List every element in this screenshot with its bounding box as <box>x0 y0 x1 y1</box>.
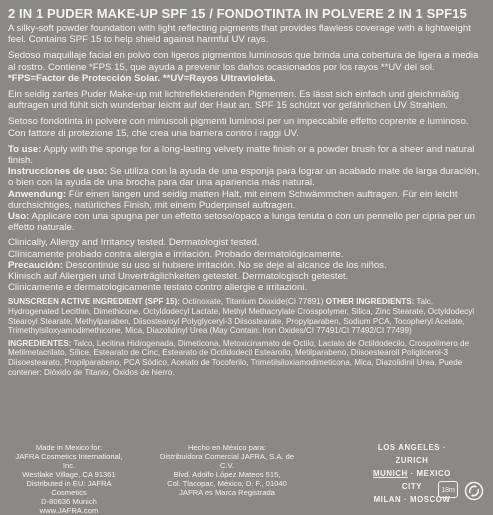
usage-de <box>8 189 485 211</box>
usage-it-label: Uso: <box>8 211 30 223</box>
made-line: Made in Mexico for: <box>35 443 103 452</box>
usage-en-label: To use: <box>8 143 42 155</box>
tested-it: Clinicamente e dermatologicamente testato contro allergie e irritazioni. <box>8 282 308 294</box>
usage-en-text: Apply with the sponge for a long-lasting velvety matte finish or a powder brush for a sheer and natural finish. <box>8 143 475 167</box>
other-ingredients-label: OTHER INGREDIENTS: <box>325 297 415 307</box>
usage-it-text: Applicare con una spugna per un effetto setoso/opaco a lunga tenuta o con un pennello per cipria per un effetto naturale. <box>8 211 476 234</box>
hecho-line: Col. Tlacopac, México, D. F., 01040 <box>167 479 287 488</box>
ingredients-en <box>8 297 485 335</box>
sunscreen-text: Octinoxate, Titanium Dioxide(CI 77891) <box>179 297 326 307</box>
caution-text: Descontinúe su uso si hubiere irritación. No se deje al alcance de los niños. <box>62 259 387 271</box>
es-intro-note: *FPS=Factor de Protección Solar. **UV=Rayos Ultravioleta. <box>8 72 276 84</box>
cities-line-rest: · MEXICO CITY <box>401 469 451 491</box>
made-in-mexico-block <box>14 443 124 515</box>
caution-label: Precaución: <box>8 259 63 271</box>
usage-es-text: Se utiliza con la ayuda de una esponja para lograr un acabado mate de larga duración, o bien con la ayuda de una brocha para dar una apariencia más natural. <box>8 166 480 189</box>
tested-en: Clinically, Allergy and Irritancy tested. Dermatologist tested. <box>8 237 260 249</box>
tested-es: Clínicamente probado contra alergia e irritación. Probado dermatológicamente. <box>8 248 344 260</box>
hecho-line: JAFRA es Marca Registrada <box>179 488 275 497</box>
made-line: D-80636 Munich <box>41 497 97 506</box>
cities-line: MILAN · MOSCOW <box>373 495 451 504</box>
other-ingredients-text: Talc, Hydrogenated Lecithin, Dimethicone, Octyldodecyl Lactate, Methyl Methacrylate Crosspolymer, Silica, Zinc Stearate, Octyldodecyl Stearoyl Stearate, Methylparaben, Diisostearoyl Polyglyceryl-3 Diisostearate, Propylparaben, Sodium PCA, Tocopheryl Acetate, Trimethylsiloxyamodimethicone, Mica, Diazolidinyl Urea (May Contain: Iron Oxides/CI 77491/CI 77492/CI 77499) <box>8 297 475 336</box>
usage-es <box>8 166 485 188</box>
es-intro-main: Sedoso maquillaje facial en polvo con ligeros pigmentos luminosos que brinda una cobertura de ligera a media al rostro. Contiene *FPS 15, que ayuda a prevenir los daños ocasionados por los rayos **UV del sol. <box>8 50 479 73</box>
es-intro <box>8 50 485 84</box>
symbols <box>438 481 484 501</box>
hecho-en-mexico-block <box>152 443 302 497</box>
cities-line: LOS ANGELES · ZURICH <box>377 443 447 465</box>
usage-de-label: Anwendung: <box>8 188 67 200</box>
recycle-icon <box>464 481 484 501</box>
usage-instructions <box>8 144 485 234</box>
made-line: JAFRA Cosmetics International, Inc. <box>15 452 123 470</box>
hecho-line: Distribuidora Comercial JAFRA, S.A. de C.V. <box>159 452 295 470</box>
en-intro: A silky-soft powder foundation with light reflecting pigments that provides flawless coverage with a lightweight feel. Contains SPF 15 to help shield against harmful UV rays. <box>8 23 471 46</box>
sunscreen-label: SUNSCREEN ACTIVE INGREDIENT (SPF 15): <box>8 297 180 307</box>
made-line: www.JAFRA.com <box>39 506 99 515</box>
it-intro: Setoso fondotinta in polvere con minuscoli pigmenti luminosi per un impeccabile effetto coprente e luminoso. Con fattore di protezione 15, che crea una barriera contro i raggi UV. <box>8 116 469 139</box>
hecho-line: Hecho en México para: <box>187 443 267 452</box>
caution <box>8 260 485 271</box>
product-title: 2 IN 1 PUDER MAKE-UP SPF 15 / FONDOTINTA IN POLVERE 2 IN 1 SPF15 <box>8 6 467 21</box>
usage-de-text: Für einen langen und seidig matten Halt, mit einem Schwämmchen auftragen. Für ein leicht durchsichtiges, natürliches Finish, mit einem Puderpinsel auftragen. <box>8 188 458 211</box>
hecho-line: Blvd. Adolfo López Mateos 515, <box>173 470 281 479</box>
testing-claims <box>8 237 485 293</box>
made-line: Westlake Village, CA 91361 <box>22 470 116 479</box>
ingredientes-label: INGREDIENTES: <box>8 338 72 348</box>
ingredients-es <box>8 339 485 377</box>
usage-en <box>8 144 485 166</box>
label-footer <box>0 443 493 515</box>
de-intro: Ein seidig zartes Puder Make-up mit lichtreflektierenden Pigmenten. Es lässt sich einfach und gleichmäßig auftragen und fühlt sich wunderbar leicht auf der Haut an. SPF 15 schützt vor gefährlichen UV Strahlen. <box>8 89 460 112</box>
ingredientes-text: Talco, Lecitina Hidrogenada, Dimeticona, Metoxicinamato de Octilo, Lactato de Octildodecilo, Crospolímero de Metilmetacrilato, Sílice, Estearato de Cinc, Estearato de Octildodecil Estearoilo, Metilparabeno, Diisoestearoil Poliglicerol-3 Diisoestearato, Propilparabeno, PCA Sódico, Acetato de Tocoferilo, Trimetilsiloxiamodimeticona, Mica, Diazolidinil Urea. Puede contener: Dióxido de Titanio, Óxidos de hierro. <box>8 338 469 377</box>
usage-es-label: Instrucciones de uso: <box>8 166 108 178</box>
made-line: Distributed in EU: JAFRA Cosmetics <box>26 479 112 497</box>
tested-de: Klinisch auf Allergien und Unverträglichkeiten getestet. Dermatologisch getestet. <box>8 271 349 283</box>
city-munich: MUNICH <box>373 469 408 478</box>
period-after-opening-icon: 18m <box>438 481 458 498</box>
usage-it <box>8 211 485 233</box>
